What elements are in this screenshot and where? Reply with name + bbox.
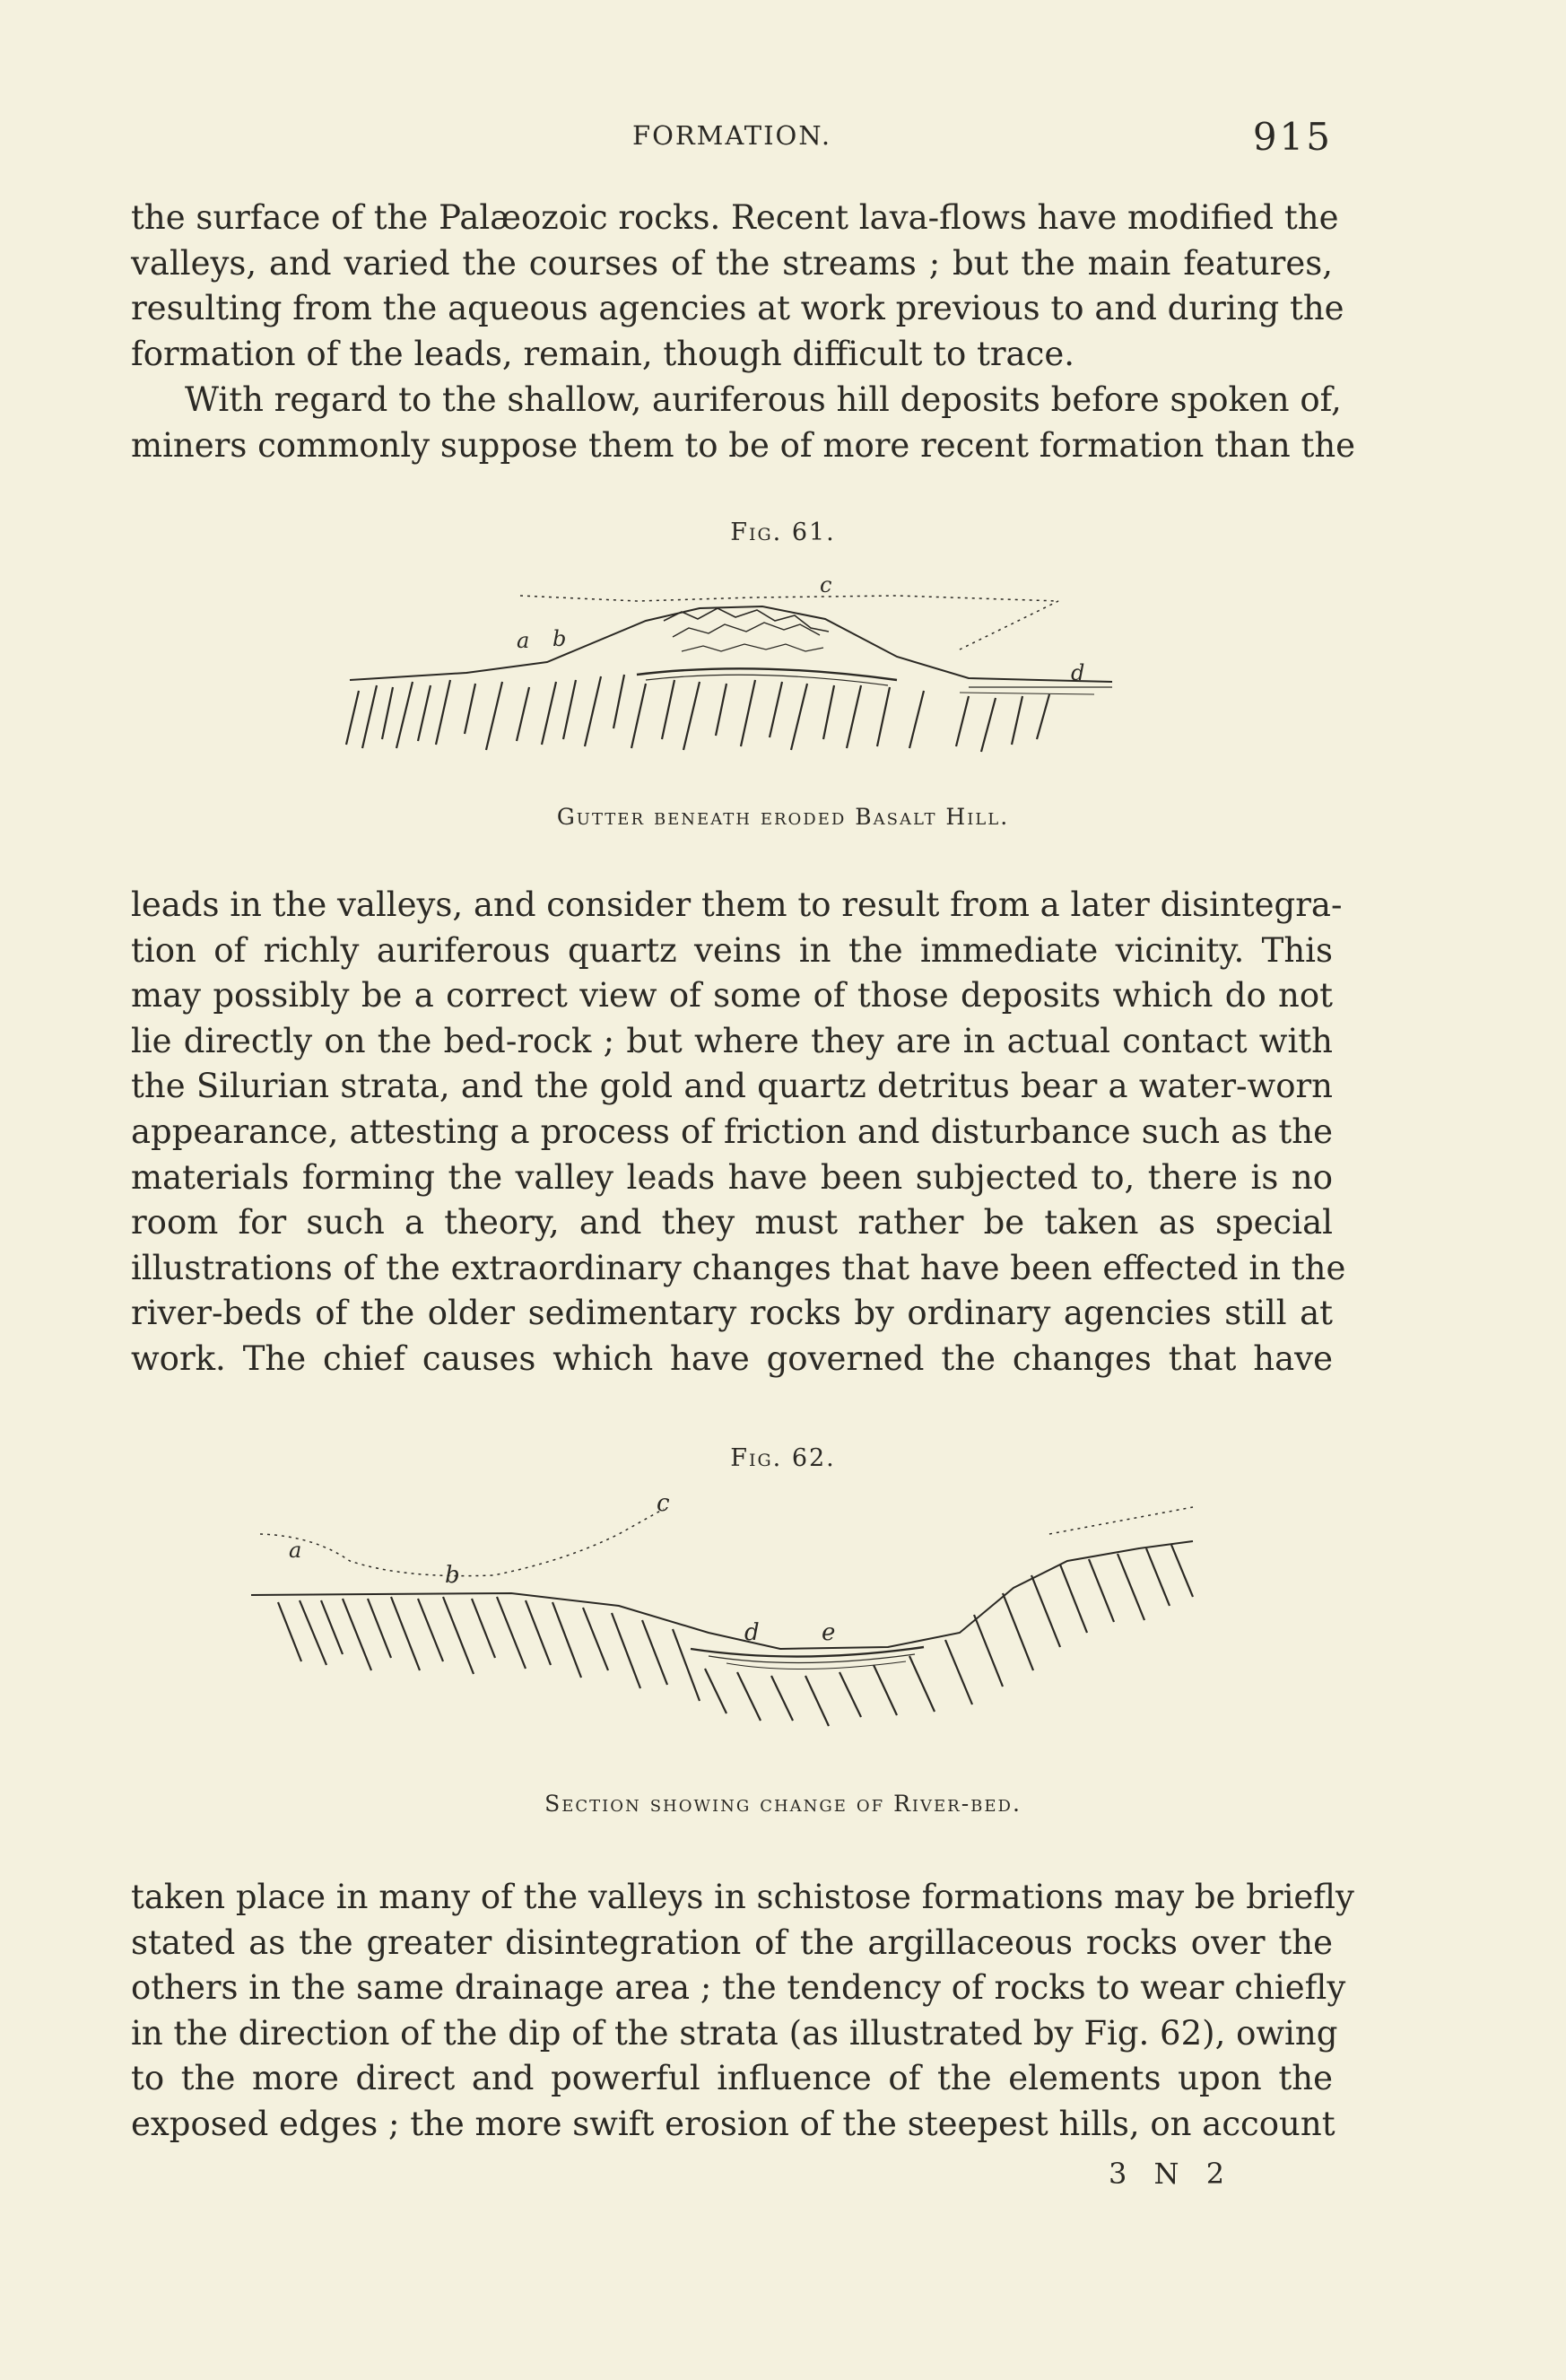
- text-line: tion of richly auriferous quartz veins in the immediate vicinity. This: [131, 930, 1333, 970]
- figure-62-label: Fig. 62.: [730, 1444, 836, 1472]
- figure-62-label-e: e: [822, 1619, 836, 1646]
- text-line: appearance, attesting a process of friction and disturbance such as the: [131, 1112, 1333, 1151]
- figure-62-caption: Section showing change of River-bed.: [544, 1791, 1022, 1817]
- text-line: formation of the leads, remain, though difficult to trace.: [131, 334, 1074, 373]
- text-line: exposed edges ; the more swift erosion of the steepest hills, on account: [131, 2104, 1335, 2143]
- figure-62-label-d: d: [744, 1619, 760, 1646]
- text-line: room for such a theory, and they must rather be taken as special: [131, 1203, 1333, 1242]
- text-line: stated as the greater disintegration of the argillaceous rocks over the: [131, 1922, 1333, 1962]
- text-line: lie directly on the bed-rock ; but where they are in actual contact with: [131, 1021, 1333, 1060]
- text-line: taken place in many of the valleys in schistose formations may be briefly: [131, 1878, 1354, 1916]
- figure-61-caption: Gutter beneath eroded Basalt Hill.: [556, 804, 1010, 830]
- text-line: valleys, and varied the courses of the streams ; but the main features,: [131, 243, 1333, 283]
- figure-61-label-d: d: [1071, 660, 1085, 685]
- page-number: 915: [1252, 115, 1333, 159]
- text-line: may possibly be a correct view of some of those deposits which do not: [131, 976, 1333, 1016]
- figure-62-label-b: b: [445, 1562, 460, 1589]
- text-line: With regard to the shallow, auriferous hill deposits before spoken of,: [185, 380, 1342, 419]
- figure-61-label: Fig. 61.: [730, 519, 836, 546]
- figure-61-label-c: c: [820, 574, 832, 597]
- figure-62-illustration: [242, 1489, 1211, 1758]
- text-line: to the more direct and powerful influence of the elements upon the: [131, 2059, 1333, 2098]
- signature-mark: 3 N 2: [1109, 2157, 1234, 2191]
- figure-62-label-a: a: [289, 1538, 302, 1563]
- figure-61-illustration: [341, 574, 1130, 763]
- text-line: materials forming the valley leads have been subjected to, there is no: [131, 1157, 1333, 1197]
- text-line: resulting from the aqueous agencies at work previous to and during the: [131, 289, 1344, 328]
- paragraph-4: [131, 1875, 1354, 2148]
- figure-61-label-a: a: [517, 628, 530, 653]
- text-line: the Silurian strata, and the gold and quartz detritus bear a water-worn: [131, 1067, 1333, 1106]
- text-line: in the direction of the dip of the strata (as illustrated by Fig. 62), owing: [131, 2013, 1338, 2053]
- running-head: [131, 115, 1333, 160]
- text-line: the surface of the Palæozoic rocks. Recent lava-flows have modified the: [131, 198, 1339, 237]
- paragraph-1: [131, 196, 1344, 377]
- text-line: work. The chief causes which have governed the changes that have: [131, 1338, 1333, 1378]
- paragraph-2: [131, 378, 1356, 468]
- text-line: miners commonly suppose them to be of more recent formation than the: [131, 425, 1356, 465]
- running-title: FORMATION.: [631, 120, 832, 151]
- figure-61-label-b: b: [552, 626, 567, 651]
- text-line: leads in the valleys, and consider them to result from a later disintegra-: [131, 885, 1343, 924]
- figure-62-label-c: c: [657, 1490, 670, 1517]
- text-line: others in the same drainage area ; the tendency of rocks to wear chiefly: [131, 1968, 1346, 2008]
- text-line: illustrations of the extraordinary changes that have been effected in the: [131, 1248, 1346, 1287]
- text-line: river-beds of the older sedimentary rocks by ordinary agencies still at: [131, 1294, 1333, 1333]
- paragraph-3: [131, 883, 1346, 1382]
